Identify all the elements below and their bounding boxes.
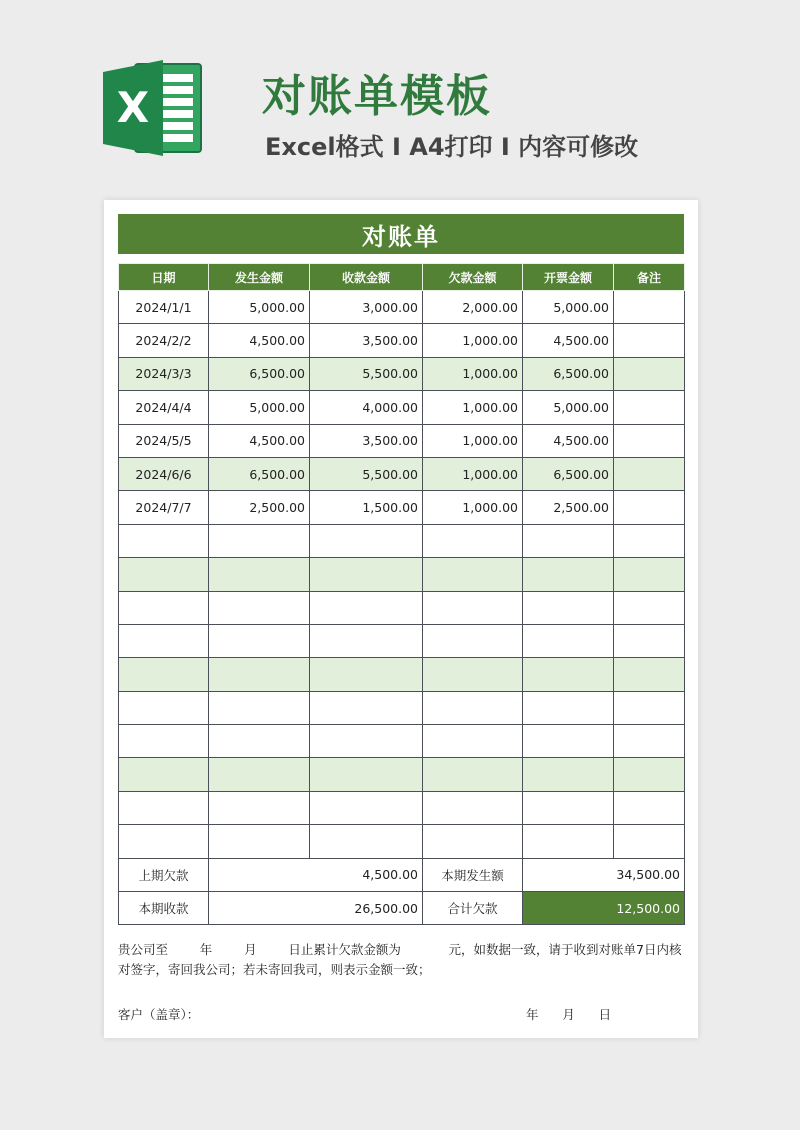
cell-remark[interactable]: [614, 291, 685, 324]
cell-invoice[interactable]: [523, 524, 614, 557]
cell-remark[interactable]: [614, 558, 685, 591]
cell-date[interactable]: 2024/2/2: [119, 324, 209, 357]
cell-remark[interactable]: [614, 791, 685, 824]
cell-remark[interactable]: [614, 324, 685, 357]
cell-date[interactable]: 2024/1/1: [119, 291, 209, 324]
table-row: [119, 758, 685, 791]
cell-amount[interactable]: [209, 825, 310, 858]
cell-invoice[interactable]: 5,000.00: [523, 391, 614, 424]
cell-debt[interactable]: [423, 624, 523, 657]
table-row: [119, 457, 685, 490]
cell-received[interactable]: 3,500.00: [310, 324, 423, 357]
cell-debt[interactable]: [423, 791, 523, 824]
cell-invoice[interactable]: 2,500.00: [523, 491, 614, 524]
cell-debt[interactable]: 2,000.00: [423, 291, 523, 324]
cell-remark[interactable]: [614, 524, 685, 557]
cell-amount[interactable]: [209, 725, 310, 758]
cell-remark[interactable]: [614, 457, 685, 490]
cell-received[interactable]: [310, 825, 423, 858]
customer-seal-label: 客户（盖章）：: [118, 1007, 200, 1022]
statement-note: [118, 940, 684, 980]
cell-invoice[interactable]: 6,500.00: [523, 357, 614, 390]
col-header-amount: 发生金额: [209, 264, 310, 291]
col-header-remark: 备注: [614, 264, 685, 291]
cell-remark[interactable]: [614, 591, 685, 624]
cell-amount[interactable]: 4,500.00: [209, 324, 310, 357]
logo-letter: X: [116, 83, 150, 132]
cell-date[interactable]: [119, 524, 209, 557]
sign-date-label: 年 月 日: [526, 1007, 612, 1022]
cell-received[interactable]: 5,500.00: [310, 357, 423, 390]
table-row: [119, 291, 685, 324]
cell-invoice[interactable]: 4,500.00: [523, 424, 614, 457]
cell-debt[interactable]: [423, 524, 523, 557]
cell-invoice[interactable]: [523, 658, 614, 691]
cell-debt[interactable]: 1,000.00: [423, 357, 523, 390]
cell-date[interactable]: [119, 758, 209, 791]
cell-date[interactable]: [119, 691, 209, 724]
period-amount-value[interactable]: 34,500.00: [523, 858, 685, 891]
table-row: [119, 491, 685, 524]
cell-date[interactable]: [119, 591, 209, 624]
cell-debt[interactable]: [423, 725, 523, 758]
period-amount-label: 本期发生额: [423, 858, 523, 891]
cell-received[interactable]: [310, 691, 423, 724]
summary-row-1: [119, 858, 685, 891]
cell-remark[interactable]: [614, 758, 685, 791]
table-row: [119, 357, 685, 390]
cell-amount[interactable]: [209, 658, 310, 691]
cell-received[interactable]: 1,500.00: [310, 491, 423, 524]
cell-invoice[interactable]: [523, 691, 614, 724]
cell-remark[interactable]: [614, 624, 685, 657]
statement-sheet: [104, 200, 698, 1038]
cell-remark[interactable]: [614, 391, 685, 424]
total-debt-value[interactable]: 12,500.00: [523, 892, 685, 925]
table-row: [119, 658, 685, 691]
cell-debt[interactable]: [423, 825, 523, 858]
cell-received[interactable]: [310, 725, 423, 758]
total-debt-label: 合计欠款: [423, 892, 523, 925]
cell-amount[interactable]: 5,000.00: [209, 291, 310, 324]
cell-received[interactable]: [310, 524, 423, 557]
cell-received[interactable]: [310, 624, 423, 657]
cell-date[interactable]: 2024/7/7: [119, 491, 209, 524]
cell-received[interactable]: [310, 791, 423, 824]
table-row: [119, 691, 685, 724]
table-row: [119, 424, 685, 457]
cell-date[interactable]: [119, 791, 209, 824]
cell-invoice[interactable]: [523, 725, 614, 758]
cell-amount[interactable]: [209, 624, 310, 657]
table-row: [119, 324, 685, 357]
cell-amount[interactable]: [209, 591, 310, 624]
cell-received[interactable]: [310, 591, 423, 624]
cell-date[interactable]: [119, 624, 209, 657]
cell-remark[interactable]: [614, 424, 685, 457]
note-line-1: 贵公司至 年 月 日止累计欠款金额为 元，如数据一致，请于收到对账单7日内核: [118, 942, 682, 957]
cell-debt[interactable]: 1,000.00: [423, 491, 523, 524]
cell-remark[interactable]: [614, 691, 685, 724]
cell-received[interactable]: 3,000.00: [310, 291, 423, 324]
cell-invoice[interactable]: [523, 825, 614, 858]
cell-debt[interactable]: [423, 758, 523, 791]
cell-date[interactable]: 2024/6/6: [119, 457, 209, 490]
cell-amount[interactable]: 5,000.00: [209, 391, 310, 424]
cell-remark[interactable]: [614, 658, 685, 691]
table-row: [119, 524, 685, 557]
cell-remark[interactable]: [614, 357, 685, 390]
table-row: [119, 825, 685, 858]
cell-invoice[interactable]: [523, 758, 614, 791]
cell-debt[interactable]: [423, 691, 523, 724]
table-row: [119, 624, 685, 657]
cell-date[interactable]: 2024/3/3: [119, 357, 209, 390]
cell-date[interactable]: 2024/4/4: [119, 391, 209, 424]
cell-invoice[interactable]: 6,500.00: [523, 457, 614, 490]
cell-invoice[interactable]: [523, 791, 614, 824]
cell-debt[interactable]: 1,000.00: [423, 324, 523, 357]
table-row: [119, 791, 685, 824]
note-line-2: 对签字，寄回我公司；若未寄回我司，则表示金额一致；: [118, 962, 431, 977]
period-received-value[interactable]: 26,500.00: [209, 892, 423, 925]
prev-debt-label: 上期欠款: [119, 858, 209, 891]
cell-amount[interactable]: [209, 758, 310, 791]
table-row: [119, 725, 685, 758]
period-received-label: 本期收款: [119, 892, 209, 925]
cell-amount[interactable]: 6,500.00: [209, 457, 310, 490]
header-row: [119, 264, 685, 291]
cell-invoice[interactable]: [523, 558, 614, 591]
cell-amount[interactable]: [209, 791, 310, 824]
table-row: [119, 591, 685, 624]
table-row: [119, 391, 685, 424]
summary-row-2: [119, 892, 685, 925]
cell-debt[interactable]: [423, 658, 523, 691]
col-header-date: 日期: [119, 264, 209, 291]
cell-date[interactable]: 2024/5/5: [119, 424, 209, 457]
excel-logo-icon: [103, 58, 203, 158]
cell-amount[interactable]: 2,500.00: [209, 491, 310, 524]
cell-date[interactable]: [119, 725, 209, 758]
cell-invoice[interactable]: [523, 591, 614, 624]
col-header-debt: 欠款金额: [423, 264, 523, 291]
cell-received[interactable]: [310, 558, 423, 591]
col-header-received: 收款金额: [310, 264, 423, 291]
cell-debt[interactable]: 1,000.00: [423, 391, 523, 424]
sheet-title: 对账单: [118, 214, 684, 254]
cell-received[interactable]: 3,500.00: [310, 424, 423, 457]
cell-amount[interactable]: [209, 524, 310, 557]
cell-debt[interactable]: [423, 591, 523, 624]
page-subtitle: Excel格式 I A4打印 I 内容可修改: [265, 133, 639, 161]
prev-debt-value[interactable]: 4,500.00: [209, 858, 423, 891]
cell-date[interactable]: [119, 558, 209, 591]
statement-table: [118, 263, 685, 925]
cell-amount[interactable]: 4,500.00: [209, 424, 310, 457]
page-title: 对账单模板: [262, 71, 492, 122]
cell-received[interactable]: 5,500.00: [310, 457, 423, 490]
cell-invoice[interactable]: [523, 624, 614, 657]
col-header-invoice: 开票金额: [523, 264, 614, 291]
cell-remark[interactable]: [614, 725, 685, 758]
cell-received[interactable]: [310, 658, 423, 691]
cell-received[interactable]: [310, 758, 423, 791]
cell-debt[interactable]: [423, 558, 523, 591]
cell-amount[interactable]: 6,500.00: [209, 357, 310, 390]
cell-invoice[interactable]: 5,000.00: [523, 291, 614, 324]
cell-invoice[interactable]: 4,500.00: [523, 324, 614, 357]
cell-debt[interactable]: 1,000.00: [423, 457, 523, 490]
cell-debt[interactable]: 1,000.00: [423, 424, 523, 457]
cell-date[interactable]: [119, 825, 209, 858]
cell-date[interactable]: [119, 658, 209, 691]
cell-remark[interactable]: [614, 825, 685, 858]
cell-amount[interactable]: [209, 558, 310, 591]
cell-amount[interactable]: [209, 691, 310, 724]
table-row: [119, 558, 685, 591]
cell-received[interactable]: 4,000.00: [310, 391, 423, 424]
cell-remark[interactable]: [614, 491, 685, 524]
